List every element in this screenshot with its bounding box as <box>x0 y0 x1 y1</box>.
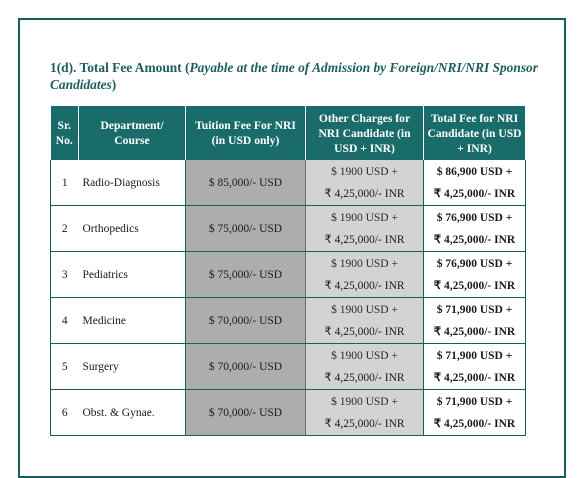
header-department: Department/ Course <box>79 106 186 160</box>
cell-sr: 6 <box>51 390 79 436</box>
cell-other-charges <box>306 390 424 436</box>
total-inr: ₹ 4,25,000/- INR <box>433 371 516 384</box>
table-row <box>51 206 526 252</box>
cell-tuition: $ 75,000/- USD <box>186 252 306 298</box>
table-row <box>51 390 526 436</box>
other-usd: $ 1900 USD + <box>331 303 398 316</box>
cell-department: Obst. & Gynae. <box>79 390 186 436</box>
other-inr: ₹ 4,25,000/- INR <box>324 325 405 338</box>
cell-total-fee <box>424 160 526 206</box>
other-inr: ₹ 4,25,000/- INR <box>324 371 405 384</box>
section-heading <box>50 59 550 93</box>
total-usd: $ 86,900 USD + <box>436 165 513 178</box>
other-inr: ₹ 4,25,000/- INR <box>324 187 405 200</box>
other-usd: $ 1900 USD + <box>331 257 398 270</box>
total-inr: ₹ 4,25,000/- INR <box>433 417 516 430</box>
fee-table <box>50 106 526 436</box>
cell-tuition: $ 85,000/- USD <box>186 160 306 206</box>
header-tuition: Tuition Fee For NRI (in USD only) <box>186 106 306 160</box>
cell-sr: 5 <box>51 344 79 390</box>
cell-total-fee <box>424 206 526 252</box>
cell-other-charges <box>306 298 424 344</box>
cell-department: Pediatrics <box>79 252 186 298</box>
cell-other-charges <box>306 206 424 252</box>
total-usd: $ 76,900 USD + <box>436 257 513 270</box>
table-row <box>51 252 526 298</box>
total-inr: ₹ 4,25,000/- INR <box>433 187 516 200</box>
other-usd: $ 1900 USD + <box>331 395 398 408</box>
total-usd: $ 76,900 USD + <box>436 211 513 224</box>
cell-other-charges <box>306 344 424 390</box>
cell-tuition: $ 70,000/- USD <box>186 344 306 390</box>
table-header-row <box>51 106 526 160</box>
total-inr: ₹ 4,25,000/- INR <box>433 233 516 246</box>
total-usd: $ 71,900 USD + <box>436 303 513 316</box>
heading-main: 1(d). Total Fee Amount ( <box>50 60 190 75</box>
table-row <box>51 298 526 344</box>
other-inr: ₹ 4,25,000/- INR <box>324 279 405 292</box>
total-usd: $ 71,900 USD + <box>436 395 513 408</box>
heading-close: ) <box>111 77 117 92</box>
heading-italic: Payable at the time of Admission by Foreign/NRI/NRI Sponsor Candidates <box>50 60 538 92</box>
other-inr: ₹ 4,25,000/- INR <box>324 233 405 246</box>
cell-total-fee <box>424 252 526 298</box>
cell-other-charges <box>306 252 424 298</box>
cell-total-fee <box>424 344 526 390</box>
cell-tuition: $ 70,000/- USD <box>186 298 306 344</box>
cell-sr: 4 <box>51 298 79 344</box>
cell-department: Orthopedics <box>79 206 186 252</box>
cell-department: Medicine <box>79 298 186 344</box>
other-usd: $ 1900 USD + <box>331 165 398 178</box>
total-inr: ₹ 4,25,000/- INR <box>433 279 516 292</box>
table-row <box>51 344 526 390</box>
header-total-fee: Total Fee for NRI Candidate (in USD + INR) <box>424 106 526 160</box>
cell-department: Surgery <box>79 344 186 390</box>
cell-department: Radio-Diagnosis <box>79 160 186 206</box>
header-other-charges: Other Charges for NRI Candidate (in USD + INR) <box>306 106 424 160</box>
other-usd: $ 1900 USD + <box>331 211 398 224</box>
cell-total-fee <box>424 298 526 344</box>
cell-tuition: $ 70,000/- USD <box>186 390 306 436</box>
cell-tuition: $ 75,000/- USD <box>186 206 306 252</box>
cell-other-charges <box>306 160 424 206</box>
table-row <box>51 160 526 206</box>
cell-sr: 1 <box>51 160 79 206</box>
total-usd: $ 71,900 USD + <box>436 349 513 362</box>
cell-sr: 2 <box>51 206 79 252</box>
total-inr: ₹ 4,25,000/- INR <box>433 325 516 338</box>
header-sr: Sr. No. <box>51 106 79 160</box>
cell-total-fee <box>424 390 526 436</box>
other-usd: $ 1900 USD + <box>331 349 398 362</box>
cell-sr: 3 <box>51 252 79 298</box>
other-inr: ₹ 4,25,000/- INR <box>324 417 405 430</box>
